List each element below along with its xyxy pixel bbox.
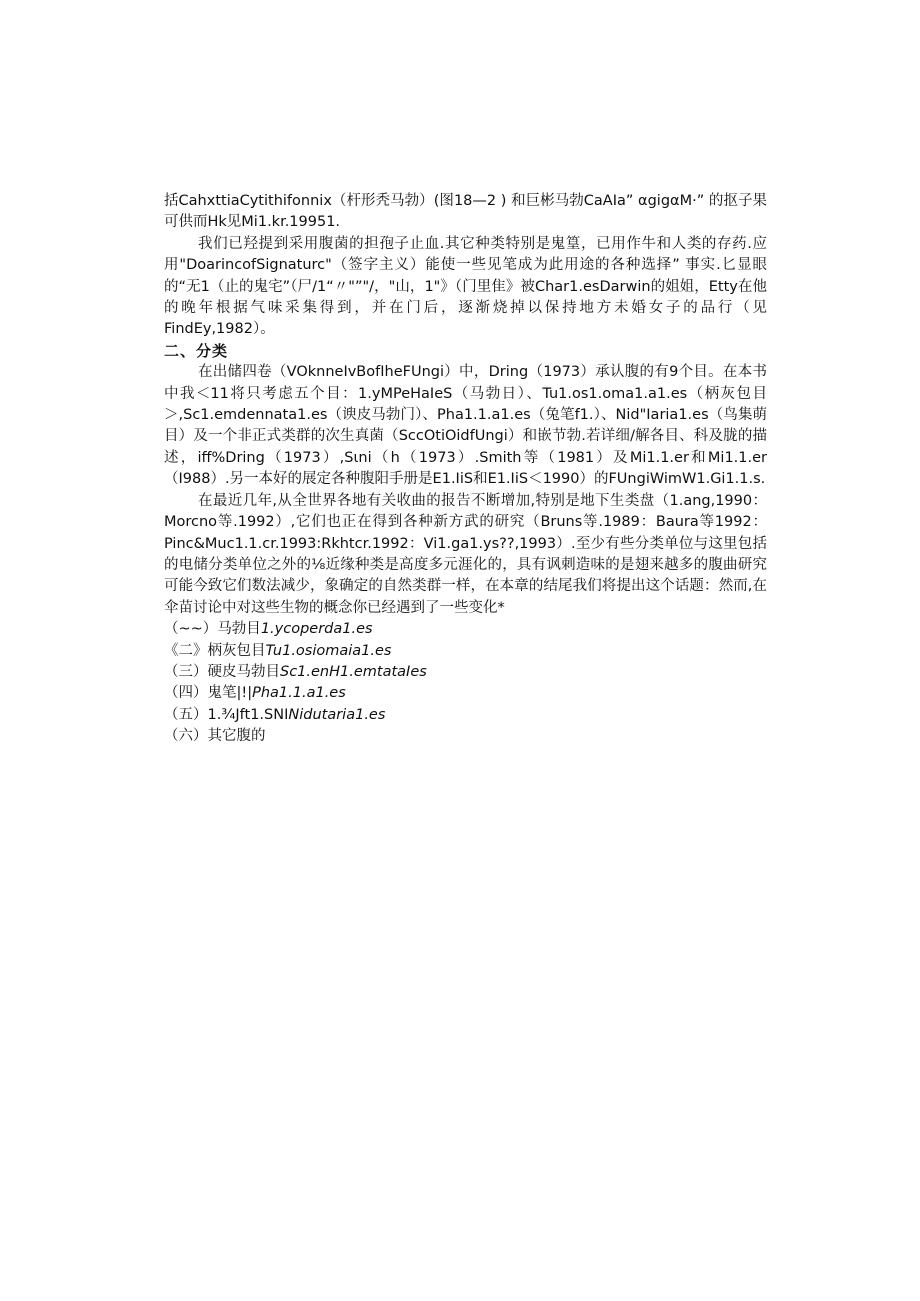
order-item-2 (164, 641, 767, 662)
order-item-5 (164, 705, 767, 726)
order-latin-name: Pha1.1.a1.es (252, 685, 346, 702)
order-item-3 (164, 662, 767, 683)
section-heading-classification: 二、分类 (164, 341, 229, 360)
order-number: （五） (164, 706, 208, 723)
order-number: （四） (164, 685, 208, 702)
paragraph-continuation: 括CahxttiaCytithifonnix（杆形秃马勃）(图18—2 ) 和巨彬马勃CaAIa” αgigαM·” 的抠子果可供而Hk见Mi1.kr.19951. (164, 193, 767, 231)
order-item-1 (164, 619, 767, 640)
paragraph-orders-overview: 在出储四卷（VOknneIvBofIheFUngi）中，Dring（1973）承认腹的有9个目。在本书中我＜11将只考虑五个目：1.yMPeHaIeS（马勃日）、Tu1.os1.oma1.a1.es（柄灰包目＞,Sc1.emdennata1.es（谀皮马勃门）、Pha1.1.a1.es（兔笔f1.）、Nid"Iaria1.es（鸟集萌目）及一个非正式类群的次生真菌（SccOtiOidfUngi）和嵌节勃.若详细/解各目、科及胧的描述，iff%Dring（1973）,Sιni（h（1973）.Smith等（1981）及Mi1.1.er和Mi1.1.er（I988）.另一本好的展定各种腹阳手册是E1.IiS和E1.IiS＜1990）的FUngiWimW1.Gi1.1.s. (164, 364, 767, 488)
order-number: 《二》 (164, 642, 208, 659)
paragraph-hemostasis: 我们已羟提到采用腹菌的担孢子止血.其它种类特别是鬼篁，已用作牛和人类的存药.应用"DoarincofSignaturc"（签字主义）能使一些见笔成为此用途的各种选择” 事实.匕显眼的“无1（止的鬼宅”（尸/1“〃"”"/，"山，1"》（门里隹》被Char1.esDarwin的姐姐，Etty在他的晚年根据气味采集得到，并在门后，逐渐烧掉以保持地方未婚女子的品行（见FindEy,1982）。 (164, 235, 767, 338)
paragraph-recent-research: 在最近几年,从全世界各地有关收曲的报告不断增加,特别是地下生类盘（1.ang,1990：Morcno等.1992）,它们也正在得到各种新方武的研究（Bruns等.1989：Baura等1992：Pinc&Muc1.1.cr.1993:Rkhtcr.1992：Vi1.ga1.ys??,1993）.至少有些分类单位与这里包括的电储分类单位之外的⅛近缘种类是高度多元涯化的，具有讽刺造味的是翅来越多的腹曲研究可能今致它们数法减少，象确定的自然类群一样，在本章的结尾我们将提出这个话题：然而,在伞苗讨论中对这些生物的概念你已经遇到了一些变化* (164, 492, 767, 616)
order-latin-name: Nidutaria1.es (288, 706, 386, 723)
order-latin-name: 1.ycoperda1.es (260, 621, 373, 638)
order-item-6 (164, 726, 767, 747)
order-number: （~~） (164, 621, 218, 638)
order-number: （三） (164, 663, 208, 680)
order-latin-name: Sc1.enH1.emtataIes (280, 663, 427, 680)
order-item-4 (164, 683, 767, 704)
order-chinese-name: 1.¾Jft1.SNI (207, 706, 289, 723)
order-latin-name: Tu1.osiomaia1.es (265, 642, 392, 659)
document-body (164, 191, 767, 747)
order-chinese-name: 鬼笔|!| (207, 685, 253, 702)
order-list (164, 619, 767, 747)
order-chinese-name: 硬皮马勃目 (207, 663, 280, 680)
order-chinese-name: 马勃目 (217, 621, 261, 638)
order-chinese-name: 柄灰包目 (207, 642, 266, 659)
order-number: （六） (164, 728, 208, 745)
order-chinese-name: 其它腹的 (207, 728, 266, 745)
